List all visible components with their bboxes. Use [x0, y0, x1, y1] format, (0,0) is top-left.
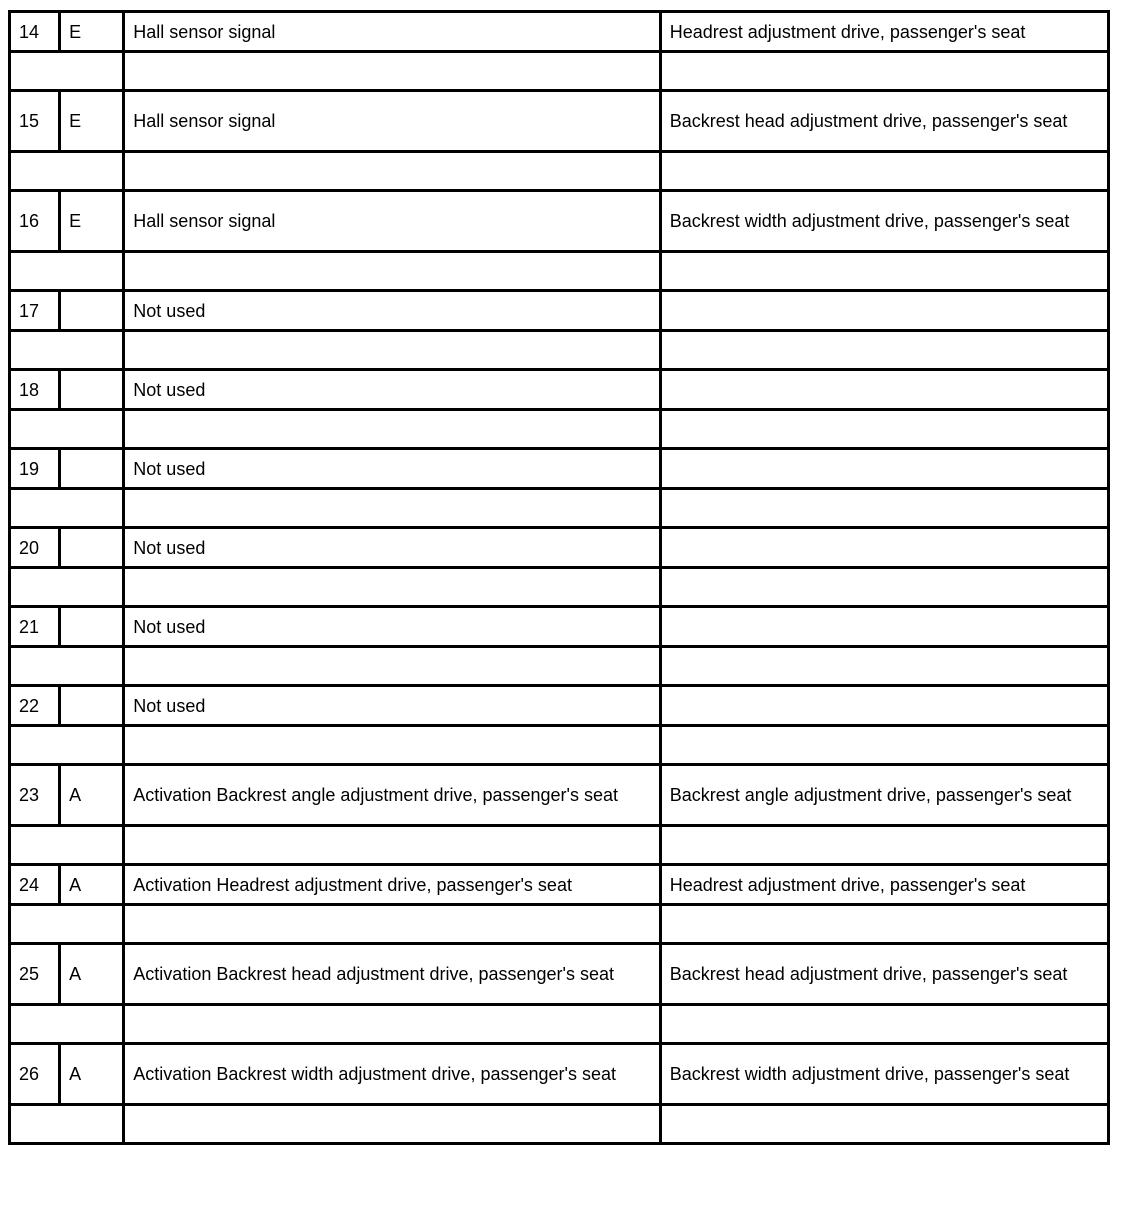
- table-row: [10, 91, 1109, 152]
- table-row: [10, 1044, 1109, 1105]
- table-row: [10, 944, 1109, 1005]
- spacer-row: [10, 152, 1109, 191]
- component-name: [660, 291, 1108, 331]
- function-description: Hall sensor signal: [124, 12, 660, 52]
- signal-direction: [60, 686, 124, 726]
- pin-number: 20: [10, 528, 60, 568]
- signal-direction: [60, 528, 124, 568]
- pin-number: 25: [10, 944, 60, 1005]
- function-description: Activation Backrest angle adjustment drive, passenger's seat: [124, 765, 660, 826]
- spacer-row: [10, 331, 1109, 370]
- function-description: Not used: [124, 291, 660, 331]
- function-description: Activation Headrest adjustment drive, passenger's seat: [124, 865, 660, 905]
- pin-number: 18: [10, 370, 60, 410]
- signal-direction: E: [60, 12, 124, 52]
- component-name: Backrest width adjustment drive, passenger's seat: [660, 1044, 1108, 1105]
- function-description: Not used: [124, 607, 660, 647]
- table-row: [10, 607, 1109, 647]
- pin-number: 22: [10, 686, 60, 726]
- signal-direction: A: [60, 865, 124, 905]
- function-description: Hall sensor signal: [124, 91, 660, 152]
- signal-direction: E: [60, 91, 124, 152]
- component-name: [660, 370, 1108, 410]
- signal-direction: [60, 607, 124, 647]
- signal-direction: A: [60, 765, 124, 826]
- component-name: Headrest adjustment drive, passenger's seat: [660, 12, 1108, 52]
- pin-number: 23: [10, 765, 60, 826]
- spacer-row: [10, 905, 1109, 944]
- function-description: Not used: [124, 686, 660, 726]
- table-row: [10, 865, 1109, 905]
- table-row: [10, 686, 1109, 726]
- spacer-row: [10, 568, 1109, 607]
- table-row: [10, 12, 1109, 52]
- component-name: Backrest angle adjustment drive, passenger's seat: [660, 765, 1108, 826]
- pin-number: 19: [10, 449, 60, 489]
- spacer-row: [10, 252, 1109, 291]
- function-description: Not used: [124, 528, 660, 568]
- component-name: [660, 528, 1108, 568]
- table-row: [10, 191, 1109, 252]
- signal-direction: A: [60, 1044, 124, 1105]
- signal-direction: [60, 449, 124, 489]
- signal-direction: [60, 291, 124, 331]
- spacer-row: [10, 52, 1109, 91]
- pin-number: 21: [10, 607, 60, 647]
- pin-number: 16: [10, 191, 60, 252]
- table-row: [10, 765, 1109, 826]
- spacer-row: [10, 1005, 1109, 1044]
- function-description: Activation Backrest head adjustment drive, passenger's seat: [124, 944, 660, 1005]
- signal-direction: E: [60, 191, 124, 252]
- pin-number: 24: [10, 865, 60, 905]
- spacer-row: [10, 726, 1109, 765]
- pin-number: 14: [10, 12, 60, 52]
- function-description: Hall sensor signal: [124, 191, 660, 252]
- table-row: [10, 528, 1109, 568]
- pin-number: 15: [10, 91, 60, 152]
- spacer-row: [10, 1105, 1109, 1144]
- spacer-row: [10, 647, 1109, 686]
- pin-number: 26: [10, 1044, 60, 1105]
- component-name: Backrest head adjustment drive, passenger's seat: [660, 91, 1108, 152]
- component-name: Backrest width adjustment drive, passenger's seat: [660, 191, 1108, 252]
- component-name: [660, 607, 1108, 647]
- function-description: Not used: [124, 449, 660, 489]
- function-description: Not used: [124, 370, 660, 410]
- pin-assignment-table: [8, 10, 1110, 1145]
- signal-direction: A: [60, 944, 124, 1005]
- spacer-row: [10, 489, 1109, 528]
- component-name: [660, 449, 1108, 489]
- table-row: [10, 370, 1109, 410]
- table-row: [10, 449, 1109, 489]
- component-name: [660, 686, 1108, 726]
- function-description: Activation Backrest width adjustment drive, passenger's seat: [124, 1044, 660, 1105]
- table-row: [10, 291, 1109, 331]
- pin-number: 17: [10, 291, 60, 331]
- signal-direction: [60, 370, 124, 410]
- component-name: Backrest head adjustment drive, passenger's seat: [660, 944, 1108, 1005]
- spacer-row: [10, 410, 1109, 449]
- spacer-row: [10, 826, 1109, 865]
- component-name: Headrest adjustment drive, passenger's seat: [660, 865, 1108, 905]
